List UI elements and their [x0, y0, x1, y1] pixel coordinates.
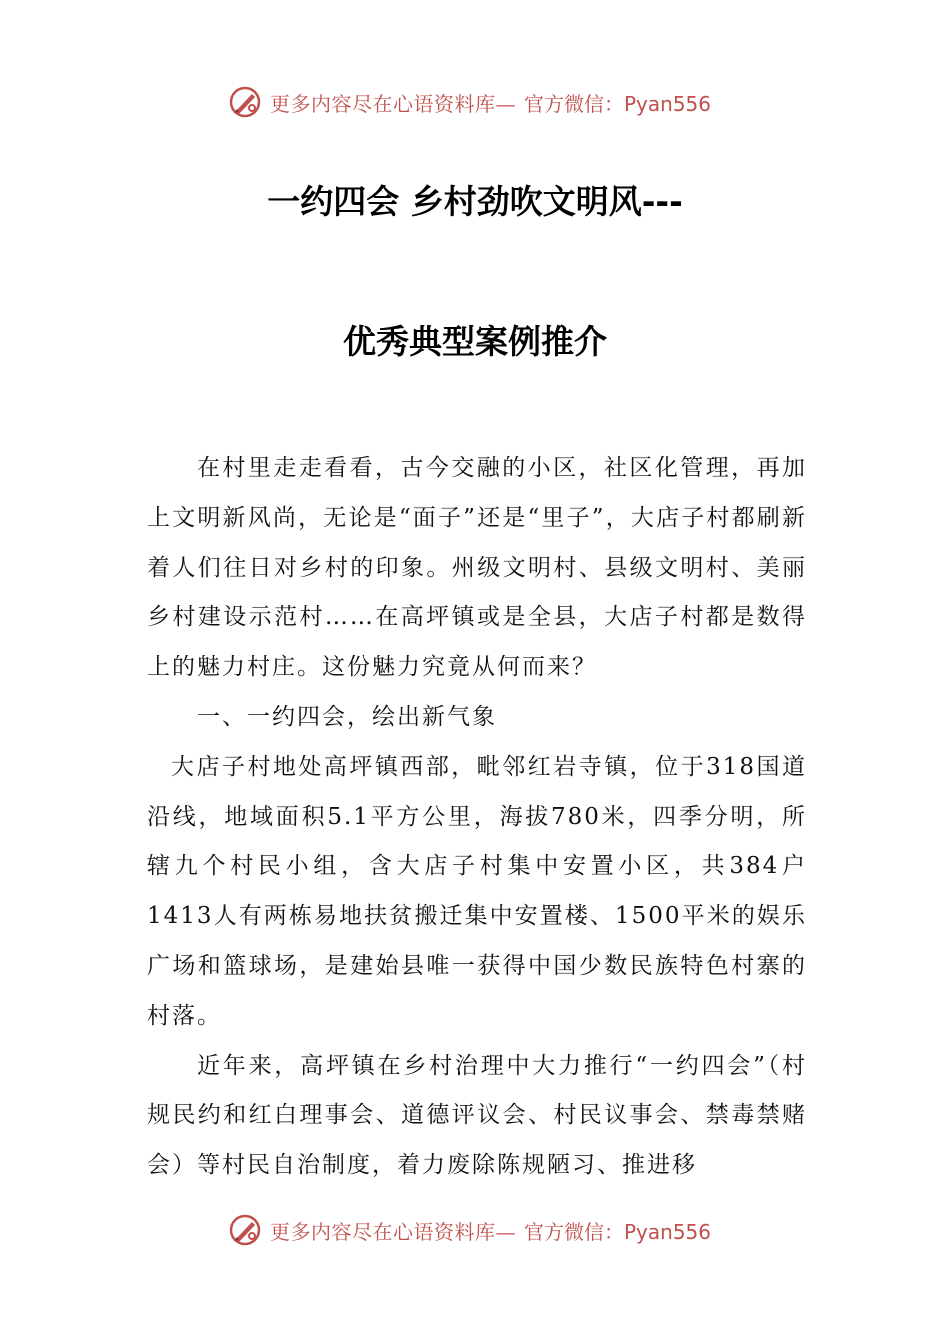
document-body	[147, 444, 807, 1191]
pen-seal-logo-icon	[228, 1213, 262, 1247]
document-title: 一约四会 乡村劲吹文明风---	[267, 182, 683, 221]
watermark-wechat: 官方微信：Pyan556	[524, 91, 712, 116]
watermark-text: 更多内容尽在心语资料库—	[270, 1219, 516, 1244]
paragraph-governance: 近年来，高坪镇在乡村治理中大力推行“一约四会”（村规民约和红白理事会、道德评议会、村民议事会、禁毒禁赌会）等村民自治制度，着力废除陈规陋习、推进移	[147, 1052, 807, 1179]
paragraph-village-profile: 大店子村地处高坪镇西部，毗邻红岩寺镇，位于318国道沿线，地域面积5.1平方公里，海拔780米，四季分明，所辖九个村民小组，含大店子村集中安置小区，共384户1413人有两栋易地扶贫搬迁集中安置楼、1500平米的娱乐广场和篮球场，是建始县唯一获得中国少数民族特色村寨的村落。	[147, 753, 807, 1029]
section-heading: 一、一约四会，绘出新气象	[197, 703, 497, 730]
document-subtitle: 优秀典型案例推介	[343, 322, 607, 361]
pen-seal-logo-icon	[228, 85, 262, 119]
watermark-wechat: 官方微信：Pyan556	[524, 1219, 712, 1244]
paragraph-intro: 在村里走走看看，古今交融的小区，社区化管理，再加上文明新风尚，无论是“面子”还是“里子”，大店子村都刷新着人们往日对乡村的印象。州级文明村、县级文明村、美丽乡村建设示范村……在高坪镇或是全县，大店子村都是数得上的魅力村庄。这份魅力究竟从何而来？	[147, 455, 807, 681]
footer-watermark	[228, 1210, 711, 1250]
watermark-text: 更多内容尽在心语资料库—	[270, 91, 516, 116]
header-watermark	[228, 82, 711, 122]
